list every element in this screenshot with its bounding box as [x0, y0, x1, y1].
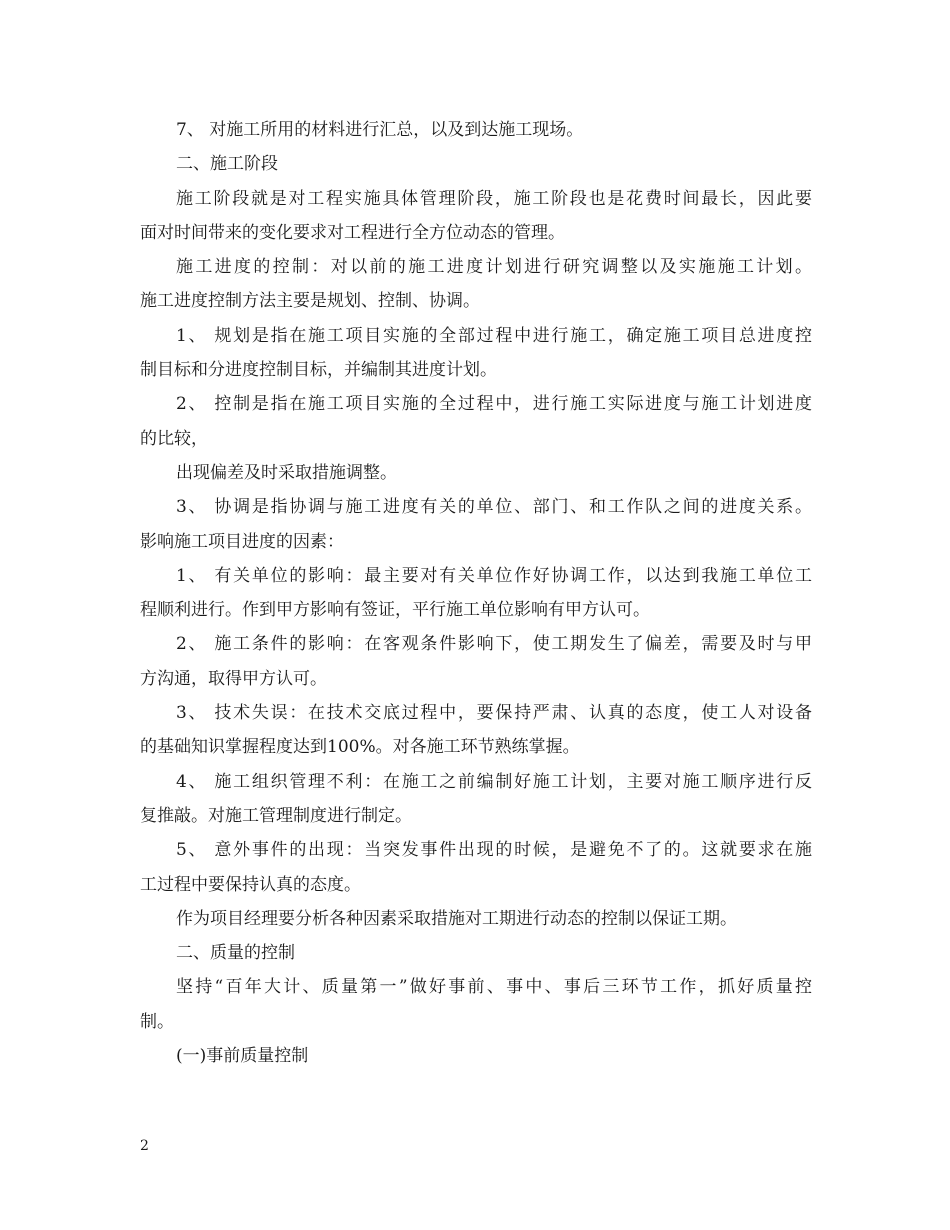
- text-line: 的比较，: [140, 428, 208, 449]
- text-line: 施工进度的控制：对以前的施工进度计划进行研究调整以及实施施工计划。: [176, 257, 812, 278]
- body-text: [140, 113, 812, 1073]
- text-line: 施工进度控制方法主要是规划、控制、协调。: [140, 291, 480, 312]
- text-line: 面对时间带来的变化要求对工程进行全方位动态的管理。: [140, 222, 565, 243]
- text-line: 的基础知识掌握程度达到100%。对各施工环节熟练掌握。: [140, 737, 580, 758]
- text-line: 出现偏差及时采取措施调整。: [176, 462, 397, 483]
- text-line: 2、 施工条件的影响：在客观条件影响下，使工期发生了偏差，需要及时与甲: [176, 634, 812, 655]
- text-line: 1、 有关单位的影响：最主要对有关单位作好协调工作，以达到我施工单位工: [176, 565, 812, 586]
- text-line: 7、 对施工所用的材料进行汇总，以及到达施工现场。: [176, 120, 584, 140]
- text-line: 2、 控制是指在施工项目实施的全过程中，进行施工实际进度与施工计划进度: [176, 394, 812, 415]
- text-line: 作为项目经理要分析各种因素采取措施对工期进行动态的控制以保证工期。: [176, 908, 737, 929]
- text-line: 工过程中要保持认真的态度。: [140, 874, 361, 895]
- text-line: (一)事前质量控制: [176, 1046, 309, 1067]
- text-line: 1、 规划是指在施工项目实施的全部过程中进行施工，确定施工项目总进度控: [176, 325, 812, 346]
- page-number: 2: [140, 1138, 149, 1154]
- text-line: 复推敲。对施工管理制度进行制定。: [140, 805, 412, 826]
- text-line: 二、施工阶段: [176, 154, 278, 175]
- text-line: 4、 施工组织管理不利：在施工之前编制好施工计划，主要对施工顺序进行反: [176, 771, 812, 792]
- text-line: 制。: [140, 1011, 174, 1032]
- text-line: 二、质量的控制: [176, 943, 295, 964]
- text-line: 程顺利进行。作到甲方影响有签证，平行施工单位影响有甲方认可。: [140, 600, 650, 621]
- text-line: 制目标和分进度控制目标，并编制其进度计划。: [140, 360, 497, 381]
- text-line: 方沟通，取得甲方认可。: [140, 668, 327, 689]
- text-line: 3、 协调是指协调与施工进度有关的单位、部门、和工作队之间的进度关系。: [176, 497, 812, 518]
- text-line: 坚持“百年大计、质量第一”做好事前、事中、事后三环节工作，抓好质量控: [176, 977, 812, 998]
- text-line: 施工阶段就是对工程实施具体管理阶段，施工阶段也是花费时间最长，因此要: [176, 188, 812, 209]
- text-line: 5、 意外事件的出现：当突发事件出现的时候，是避免不了的。这就要求在施: [176, 840, 812, 861]
- text-line: 3、 技术失误：在技术交底过程中，要保持严肃、认真的态度，使工人对设备: [176, 703, 812, 724]
- text-line: 影响施工项目进度的因素：: [140, 531, 344, 552]
